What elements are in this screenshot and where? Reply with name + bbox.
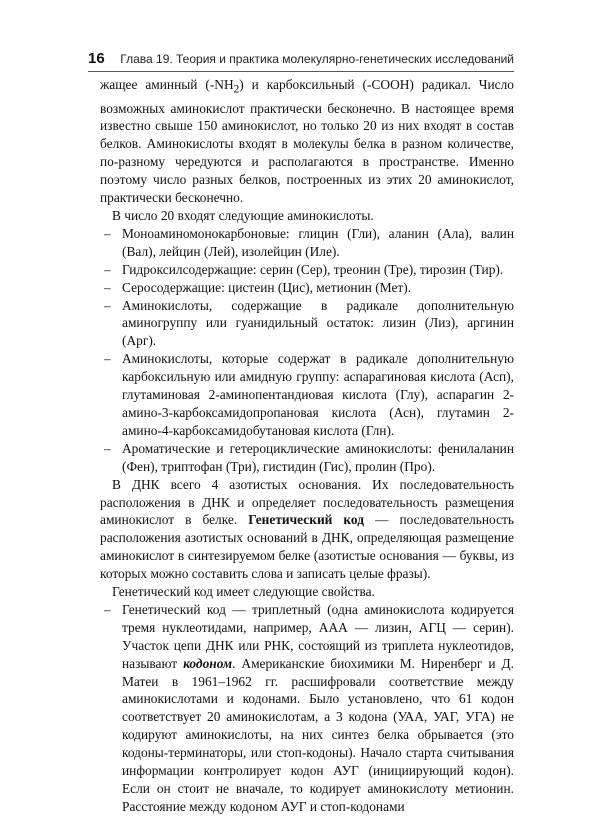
paragraph-genetic-code-definition: В ДНК всего 4 азотистых основания. Их последовательность расположения в ДНК и определяет последовательность размещения аминокислот в белке. Генетический код — последовательность расположения азотистых оснований в ДНК, определяющая размещение аминокислот в синтезируемом белке (азотистые основания — буквы, из которых можно составить слова и записать целые фразы). bbox=[100, 476, 514, 582]
paragraph-amino-intro: жащее аминный $(-NH_2)$ и карбоксильный (-COOH) радикал. Число возможных аминокислот практически бесконечно. В настоящее время известно свыше 150 аминокислот, но только 20 из них входят в состав белков. Аминокислоты входят в молекулы белка в разном количестве, по-разному чередуются и располагаются в пространстве. Именно поэтому число разных белков, построенных из этих 20 аминокислот, практически бесконечно. bbox=[100, 77, 514, 206]
code-properties-list bbox=[100, 601, 514, 816]
list-item: – Аминокислоты, которые содержат в радикале дополнительную карбоксильную или амидную группу: аспарагиновая кислота (Асп), глутаминовая 2-аминопентандиовая кислота (Глу), аспарагин 2-амино-3-карбоксамидопропановая кислота (Асн), глутамин 2-амино-4-карбоксамидобутановая кислота (Глн). bbox=[100, 350, 514, 440]
paragraph-properties-intro: Генетический код имеет следующие свойства. bbox=[112, 584, 375, 600]
page-header bbox=[88, 50, 514, 68]
paragraph-list-intro: В число 20 входят следующие аминокислоты. bbox=[112, 208, 374, 224]
running-title: Глава 19. Теория и практика молекулярно-генетических исследований bbox=[120, 52, 514, 66]
list-item: – Генетический код — триплетный (одна аминокислота кодируется тремя нуклеотидами, например, ААА — лизин, АГЦ — серин). Участок цепи ДНК или РНК, состоящий из триплета нуклеотидов, называют кодоном. Американские биохимики М. Ниренберг и Д. Матеи в 1961–1962 гг. расшифровали соответствие между аминокислотами и кодонами. Было установлено, что 61 кодон соответствует 20 аминокислотам, а 3 кодона (УАА, УАГ, УГА) не кодируют аминокислоты, на них синтез белка обрывается (это кодоны-терминаторы, или стоп-кодоны). Начало старта считывания информации контролирует кодон АУГ (инициирующий кодон). Если он стоит не вначале, то кодирует аминокислоту метионин. Расстояние между кодоном АУГ и стоп-кодонами bbox=[100, 601, 514, 816]
amino-acid-list bbox=[100, 225, 514, 476]
body-text bbox=[100, 76, 514, 816]
list-item: – Ароматические и гетероциклические аминокислоты: фенилаланин (Фен), триптофан (Три), гистидин (Гис), пролин (Про). bbox=[100, 440, 514, 476]
list-item: – Аминокислоты, содержащие в радикале дополнительную аминогруппу или гуанидильный остаток: лизин (Лиз), аргинин (Арг). bbox=[100, 297, 514, 351]
header-rule bbox=[88, 71, 514, 72]
term-genetic-code: Генетический код bbox=[248, 512, 365, 528]
term-codon: кодоном bbox=[183, 655, 233, 671]
list-item: – Моноаминомонокарбоновые: глицин (Гли), аланин (Ала), валин (Вал), лейцин (Лей), изолейцин (Иле). bbox=[100, 225, 514, 261]
list-item: – Гидроксилсодержащие: серин (Сер), треонин (Тре), тирозин (Тир). bbox=[100, 261, 514, 279]
list-item: – Серосодержащие: цистеин (Цис), метионин (Мет). bbox=[100, 279, 514, 297]
page-number: 16 bbox=[88, 50, 105, 67]
